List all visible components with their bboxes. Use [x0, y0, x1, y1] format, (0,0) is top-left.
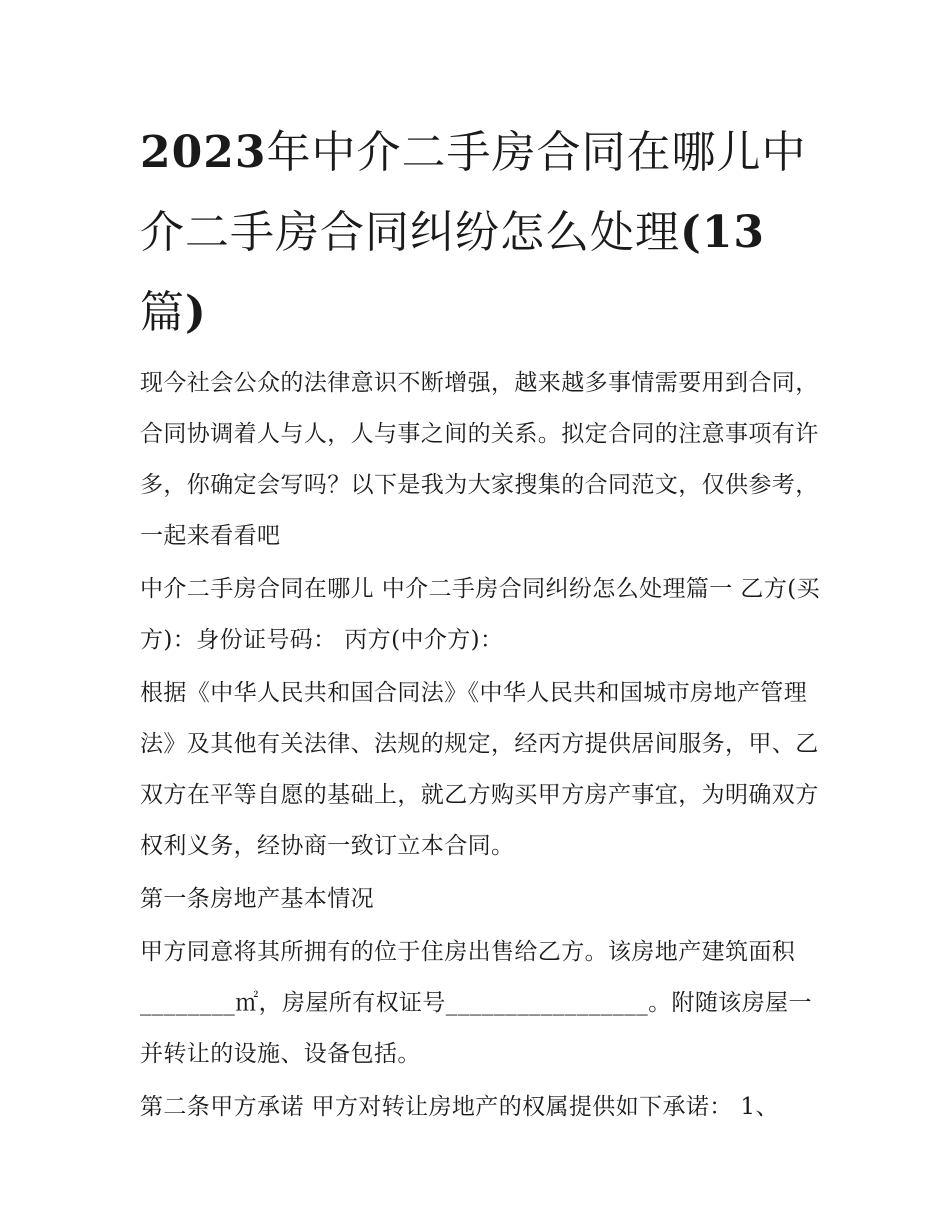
paragraph-intro: 现今社会公众的法律意识不断增强，越来越多事情需要用到合同，合同协调着人与人，人与事之间的关系。拟定合同的注意事项有许多，你确定会写吗？以下是我为大家搜集的合同范文，仅供参考，一起来看看吧: [140, 370, 819, 549]
paragraph-article-2: 第二条甲方承诺 甲方对转让房地产的权属提供如下承诺： 1、: [140, 1094, 779, 1120]
paragraph-parties: 中介二手房合同在哪儿 中介二手房合同纠纷怎么处理篇一 乙方(买方)：身份证号码： 丙方(中介方)：: [140, 576, 820, 653]
title-year: 2023: [140, 127, 267, 178]
document-title: [140, 113, 830, 353]
title-count-close: ): [185, 287, 207, 338]
paragraph-article-1-body: 甲方同意将其所拥有的位于住房出售给乙方。该房地产建筑面积________㎡，房屋所有权证号_________________。附随该房屋一并转让的设施、设备包括。: [140, 939, 812, 1067]
paragraph-basis: 根据《中华人民共和国合同法》《中华人民共和国城市房地产管理法》及其他有关法律、法规的规定，经丙方提供居间服务，甲、乙双方在平等自愿的基础上，就乙方购买甲方房产事宜，为明确双方权利义务，经协商一致订立本合同。: [140, 680, 819, 859]
document-body: [140, 358, 830, 1135]
paragraph-article-1-heading: 第一条房地产基本情况: [140, 886, 374, 912]
title-count-open: (13: [680, 207, 766, 258]
title-main: 年中介二手房合同在哪儿中介二手房合同纠纷怎么处理: [140, 127, 807, 258]
title-count-unit: 篇: [140, 287, 185, 338]
